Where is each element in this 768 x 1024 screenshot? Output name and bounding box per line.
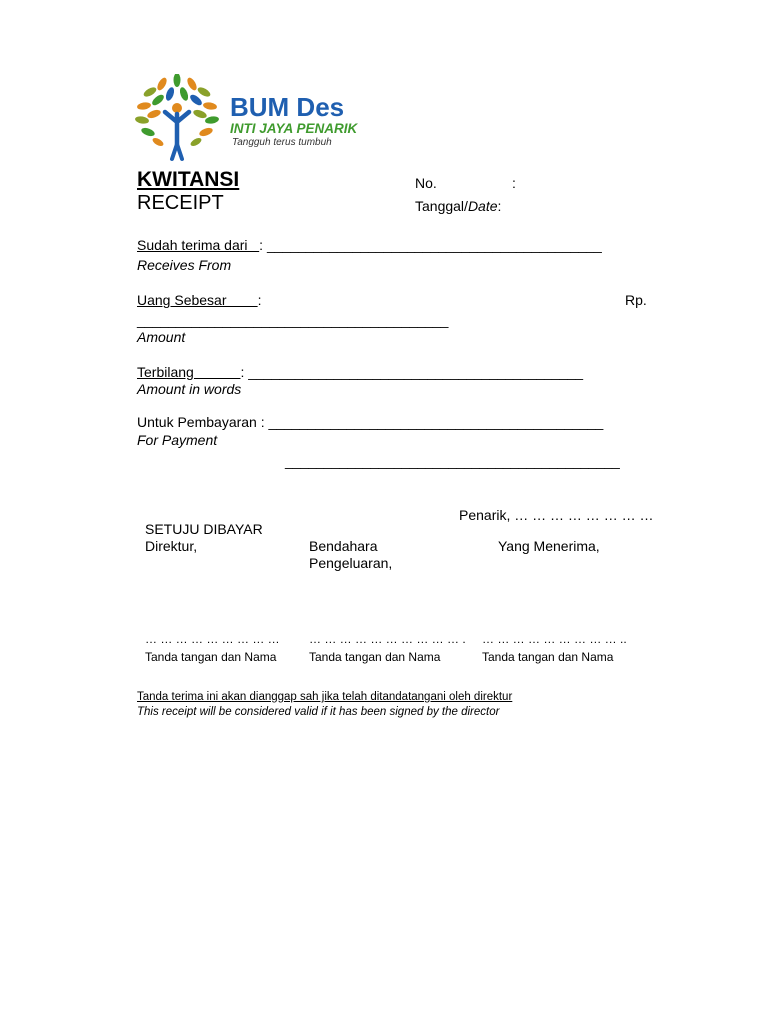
receipt-number-colon: :: [512, 175, 516, 191]
amount-words-field: [137, 364, 583, 380]
date-colon: :: [497, 198, 502, 214]
received-from-colon: :: [259, 237, 267, 253]
receiver-sign-caption: Tanda tangan dan Nama: [482, 650, 614, 664]
receiver-signature-line[interactable]: … … … … … … … … … ..: [482, 632, 627, 646]
treasurer-sign-caption: Tanda tangan dan Nama: [309, 650, 441, 664]
amount-label: Uang Sebesar: [137, 292, 258, 308]
received-from-label-en: Receives From: [137, 257, 232, 273]
brand-tagline: Tangguh terus tumbuh: [232, 137, 332, 148]
footer-note-en: This receipt will be considered valid if it has been signed by the director: [137, 706, 500, 718]
payment-for-colon: :: [256, 414, 269, 430]
received-from-field: [137, 237, 602, 253]
amount-line[interactable]: ________________________________________: [137, 312, 449, 328]
payment-for-line[interactable]: ___________________________________________: [268, 414, 604, 430]
received-from-label: Sudah terima dari: [137, 237, 260, 253]
amount-words-label: Terbilang: [137, 364, 241, 380]
amount-currency: Rp.: [625, 292, 647, 308]
director-sign-caption: Tanda tangan dan Nama: [145, 650, 277, 664]
brand-name: BUM Des: [230, 92, 345, 122]
payment-for-field: [137, 414, 603, 430]
receiver-label: Yang Menerima,: [498, 538, 600, 554]
director-label: Direktur,: [145, 538, 198, 554]
footer-note-id: Tanda terima ini akan dianggap sah jika telah ditandatangani oleh direktur: [137, 691, 513, 703]
payment-for-label-en: For Payment: [137, 432, 218, 448]
amount-words-colon: :: [240, 364, 249, 380]
person-figure-icon: [165, 103, 189, 159]
treasurer-label: Bendahara Pengeluaran,: [309, 538, 393, 571]
document-title: KWITANSI: [137, 168, 240, 191]
penarik-location: Penarik, … … … … … … … …: [459, 507, 654, 523]
brand-subtitle: INTI JAYA PENARIK: [230, 121, 358, 136]
document-subtitle: RECEIPT: [137, 192, 224, 214]
date-field: [415, 198, 501, 214]
amount-field: [137, 292, 262, 308]
date-label: Tanggal/: [415, 198, 468, 214]
approve-label: SETUJU DIBAYAR: [145, 521, 263, 537]
amount-label-en: Amount: [137, 329, 186, 345]
receipt-number-label: No.: [415, 175, 437, 191]
amount-words-label-en: Amount in words: [137, 381, 242, 397]
received-from-line[interactable]: ___________________________________________: [266, 237, 602, 253]
treasurer-signature-line[interactable]: … … … … … … … … … … .: [309, 632, 466, 646]
amount-words-line[interactable]: ___________________________________________: [248, 364, 584, 380]
payment-for-line-2[interactable]: ___________________________________________: [285, 453, 620, 469]
director-signature-line[interactable]: … … … … … … … … …: [145, 632, 280, 646]
amount-colon: :: [257, 292, 262, 308]
date-label-en: Date: [467, 198, 498, 214]
payment-for-label: Untuk Pembayaran: [137, 414, 257, 430]
